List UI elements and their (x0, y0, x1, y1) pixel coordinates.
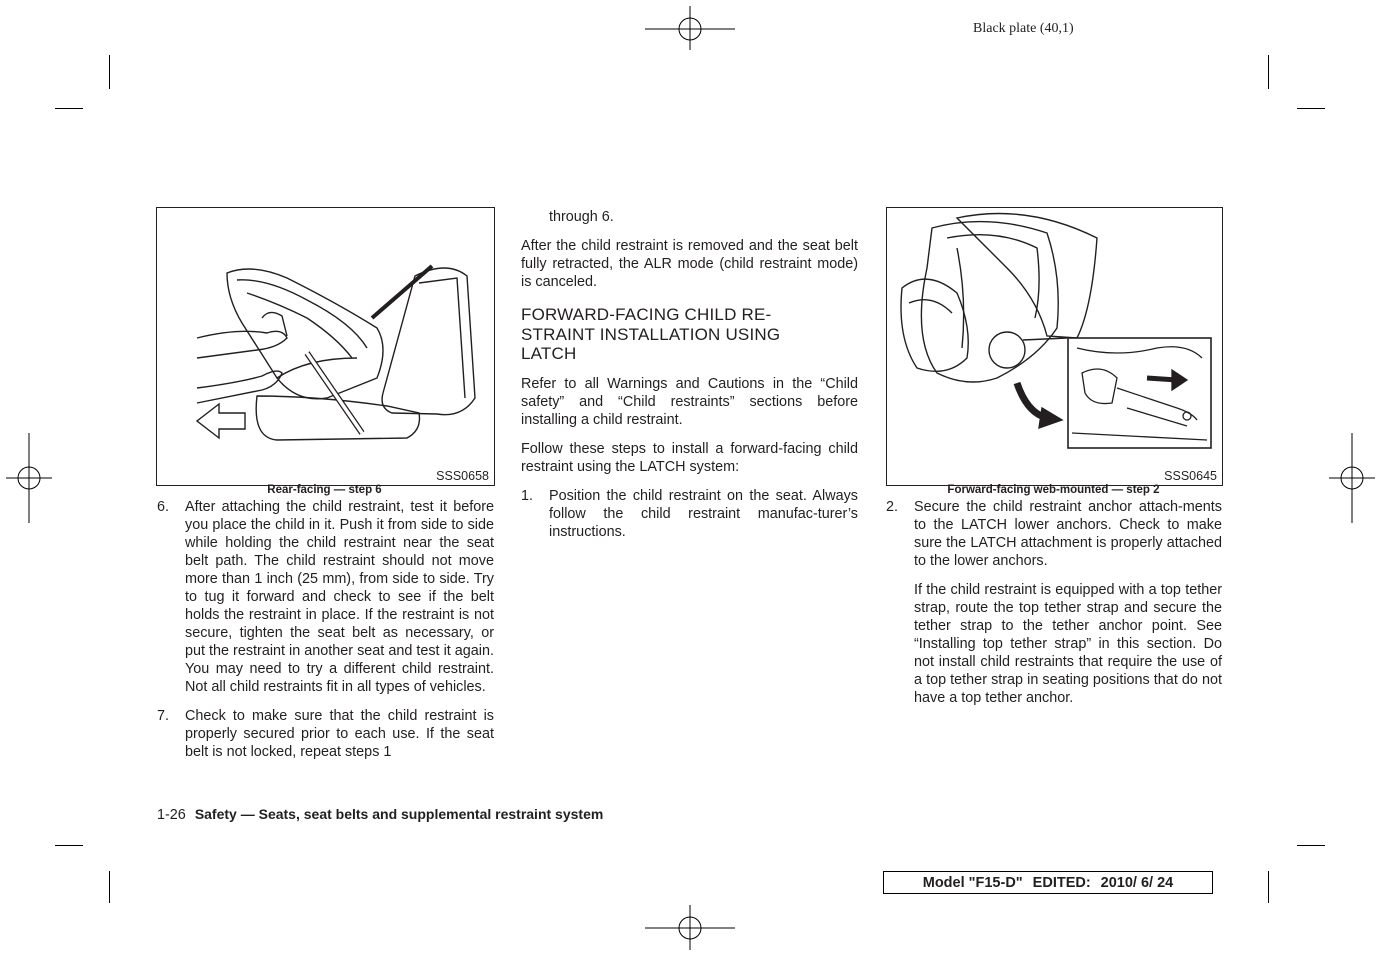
list-text: Check to make sure that the child restraint is properly secured prior to each use. If the seat belt is not locked, repeat steps 1 (185, 708, 494, 760)
edited-date: 2010/ 6/ 24 (1100, 874, 1174, 891)
rear-facing-illustration (157, 208, 494, 485)
plate-label: Black plate (40,1) (973, 21, 1074, 36)
model-info-box (883, 871, 1213, 894)
list-number: 2. (886, 499, 899, 515)
list-number: 7. (157, 708, 170, 724)
paragraph: After the child restraint is removed and the seat belt fully retracted, the ALR mode (child restraint mode) is canceled. (521, 238, 858, 290)
continuation-text: through 6. (549, 209, 614, 225)
list-number: 6. (157, 499, 170, 515)
edited-label: EDITED: (1032, 874, 1091, 891)
figure-forward-facing (886, 207, 1223, 486)
list-item (157, 707, 494, 761)
right-column (886, 498, 1222, 718)
figure-code: SSS0658 (436, 469, 489, 483)
paragraph: If the child restraint is equipped with a top tether strap, route the top tether strap and secure the tether strap to the tether anchor point. See “Installing top tether strap” in this section. Do not install child restraints that require the use of a top tether strap in seating positions that do not have a top tether anchor. (914, 582, 1222, 706)
list-item (521, 487, 858, 541)
list-text: After attaching the child restraint, test it before you place the child in it. Push it from side to side while holding the child restraint near the seat belt path. The child restraint should not move more than 1 inch (25 mm), from side to side. Try to tug it forward and check to see if the belt holds the restraint in place. If the restraint is not secure, tighten the seat belt as necessary, or put the restraint in another seat and test it again. You may need to try a different child restraint. Not all child restraints fit in all types of vehicles. (185, 499, 494, 695)
section-heading: FORWARD-FACING CHILD RE-STRAINT INSTALLATION USING LATCH (521, 305, 781, 363)
figure-rear-facing (156, 207, 495, 486)
list-item (886, 498, 1222, 570)
figure-code: SSS0645 (1164, 469, 1217, 483)
list-text: Position the child restraint on the seat. Always follow the child restraint manufac-turer’s instructions. (549, 487, 858, 540)
paragraph: Follow these steps to install a forward-facing child restraint using the LATCH system: (521, 440, 858, 475)
middle-column (521, 208, 858, 552)
model-code: "F15-D" (968, 874, 1023, 891)
list-text: Secure the child restraint anchor attach-ments to the LATCH lower anchors. Check to make sure the LATCH attachment is properly attached to the lower anchors. (914, 499, 1222, 569)
page-number: 1-26 (157, 807, 186, 823)
paragraph: Refer to all Warnings and Cautions in the “Child safety” and “Child restraints” sections before installing a child restraint. (521, 375, 858, 428)
figure-caption: Rear-facing — step 6 (267, 484, 382, 496)
left-column (157, 498, 494, 772)
list-number: 1. (521, 487, 534, 504)
section-title: Safety — Seats, seat belts and supplemental restraint system (194, 806, 604, 822)
list-item (157, 498, 494, 696)
figure-caption: Forward-facing web-mounted — step 2 (947, 484, 1160, 496)
model-label: Model (922, 874, 965, 891)
page-footer (157, 806, 603, 823)
forward-facing-illustration (887, 208, 1222, 485)
